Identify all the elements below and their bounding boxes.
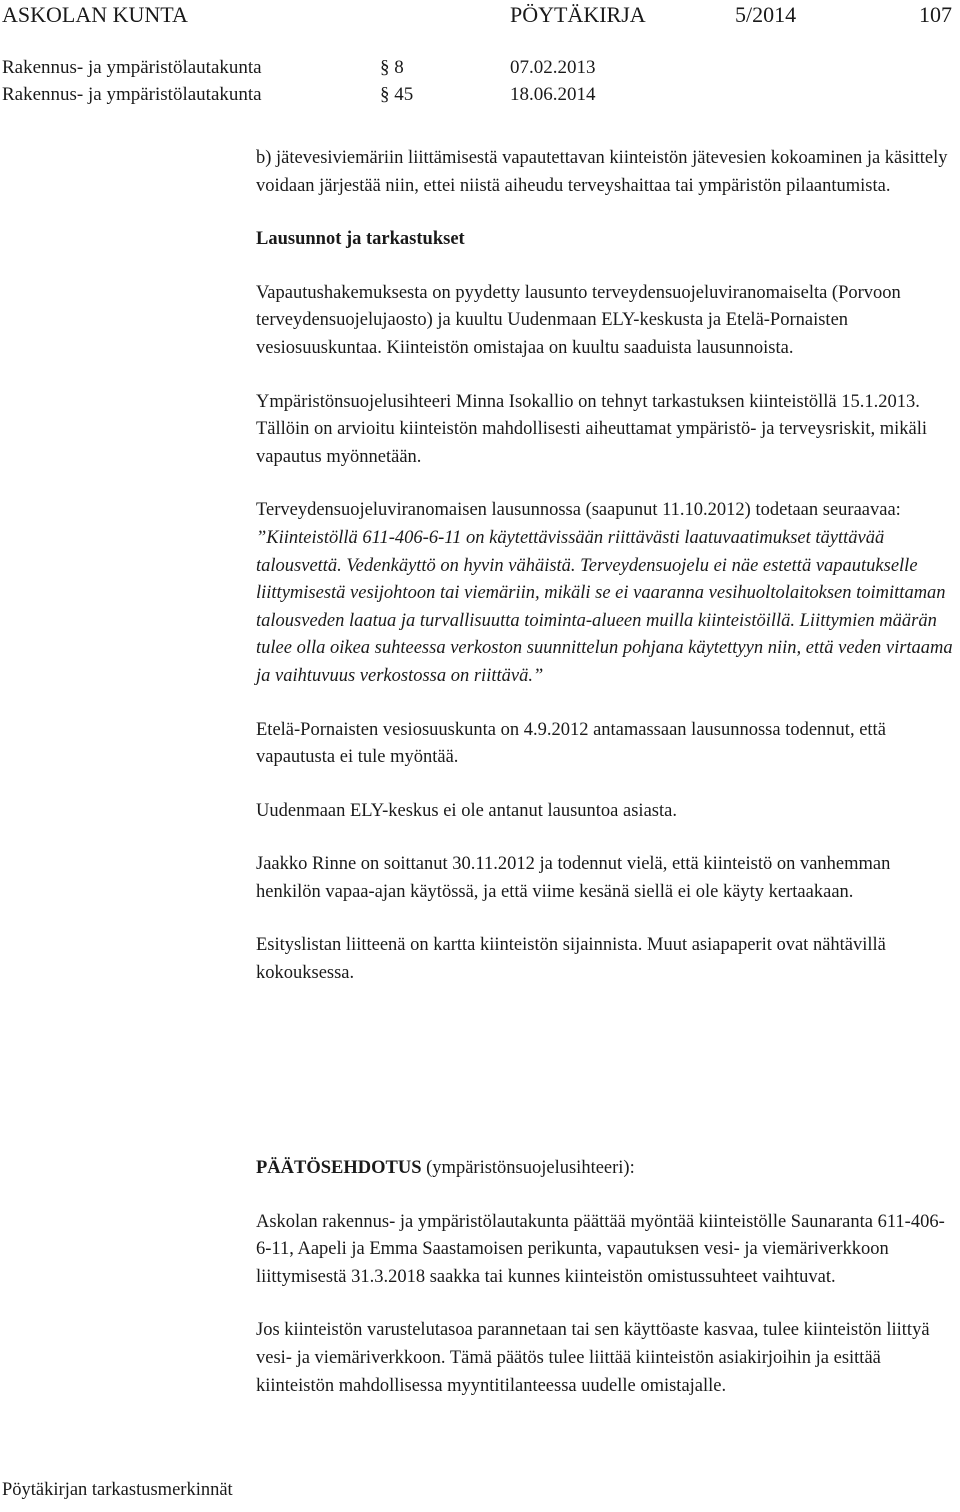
organization-name: ASKOLAN KUNTA bbox=[2, 2, 188, 27]
page-footer: Pöytäkirjan tarkastusmerkinnät bbox=[2, 1480, 233, 1500]
reference-board: Rakennus- ja ympäristölautakunta bbox=[2, 84, 262, 105]
document-number: 5/2014 bbox=[735, 2, 797, 27]
reference-board: Rakennus- ja ympäristölautakunta bbox=[2, 57, 262, 78]
reference-section: § 45 bbox=[380, 84, 414, 105]
page-header bbox=[0, 0, 960, 30]
reference-date: 18.06.2014 bbox=[510, 84, 596, 105]
reference-row bbox=[0, 84, 960, 110]
document-type: PÖYTÄKIRJA bbox=[510, 2, 646, 27]
health-authority-paragraph bbox=[256, 497, 956, 690]
reference-section: § 8 bbox=[380, 57, 404, 78]
condition-paragraph: Jos kiinteistön varustelutasoa parannetaan tai sen käyttöaste kasvaa, tulee kiinteistön liittyä vesi- ja viemäriverkkoon. Tämä päätös tulee liittää kiinteistön asiakirjoihin ja esittää kiinteistön mahdollisessa myyntitilanteessa uudelle omistajalle. bbox=[256, 1320, 930, 1396]
proposal-section bbox=[256, 1155, 956, 1426]
water-cooperative-paragraph: Etelä-Pornaisten vesiosuuskunta on 4.9.2012 antamassaan lausunnossa todennut, että vapautusta ei tule myöntää. bbox=[256, 719, 886, 768]
inspection-paragraph: Ympäristönsuojelusihteeri Minna Isokallio on tehnyt tarkastuksen kiinteistöllä 15.1.2013. Tällöin on arvioitu kiinteistön mahdollisesti aiheuttamat ympäristö- ja terveysriskit, mikäli vapautus myönnetään. bbox=[256, 391, 928, 467]
health-authority-intro: Terveydensuojeluviranomaisen lausunnossa (saapunut 11.10.2012) todetaan seuraavaa: bbox=[256, 500, 901, 521]
reference-row bbox=[0, 57, 960, 83]
attachments-paragraph: Esityslistan liitteenä on kartta kiinteistön sijainnista. Muut asiapaperit ovat nähtävillä kokouksessa. bbox=[256, 935, 886, 984]
health-authority-quote: ”Kiinteistöllä 611-406-6-11 on käytettävissään riittävästi laatuvaatimukset täyttävää talousvettä. Vedenkäyttö on hyvin vähäistä. Terveydensuojelu ei näe estettä vapautukselle liittymisestä vesijohtoon tai viemäriin, mikäli se ei vaaranna vesihuoltolaitoksen toimittaman talousveden laatua ja turvallisuutta toiminta-alueen muilla kiinteistöillä. Liittymien määrän tulee olla oikea suhteessa verkoston suunnittelun pohjana käytettyyn niin, että veden virtaama ja vaihtuvuus verkostossa on riittävä.” bbox=[256, 527, 953, 686]
section-heading-statements: Lausunnot ja tarkastukset bbox=[256, 229, 465, 250]
proposal-heading-suffix: (ympäristönsuojelusihteeri): bbox=[421, 1158, 635, 1178]
proposal-heading bbox=[256, 1155, 956, 1183]
body-text bbox=[256, 145, 956, 1014]
proposal-paragraph: Askolan rakennus- ja ympäristölautakunta päättää myöntää kiinteistölle Saunaranta 611-406-6-11, Aapeli ja Emma Saastamoisen perikunta, vapautuksen vesi- ja viemäriverkkoon liittymisestä 31.3.2018 saakka tai kunnes kiinteistön omistussuhteet vaihtuvat. bbox=[256, 1211, 945, 1287]
page-number: 107 bbox=[919, 2, 952, 27]
reference-date: 07.02.2013 bbox=[510, 57, 596, 78]
item-b-paragraph: b) jätevesiviemäriin liittämisestä vapautettavan kiinteistön jätevesien kokoaminen ja käsittely voidaan järjestää niin, ettei niistä aiheudu terveyshaittaa tai ympäristön pilaantumista. bbox=[256, 148, 948, 196]
statements-paragraph: Vapautushakemuksesta on pyydetty lausunto terveydensuojeluviranomaiselta (Porvoon terveydensuojelujaosto) ja kuultu Uudenmaan ELY-keskusta ja Etelä-Pornaisten vesiosuuskuntaa. Kiinteistön omistajaa on kuultu saaduista lausunnoista. bbox=[256, 282, 901, 358]
ely-paragraph: Uudenmaan ELY-keskus ei ole antanut lausuntoa asiasta. bbox=[256, 800, 677, 821]
proposal-heading-label: PÄÄTÖSEHDOTUS bbox=[256, 1158, 422, 1178]
phone-call-paragraph: Jaakko Rinne on soittanut 30.11.2012 ja todennut vielä, että kiinteistö on vanhemman henkilön vapaa-ajan käytössä, ja että viime kesänä siellä ei ole käyty kertaakaan. bbox=[256, 854, 891, 902]
